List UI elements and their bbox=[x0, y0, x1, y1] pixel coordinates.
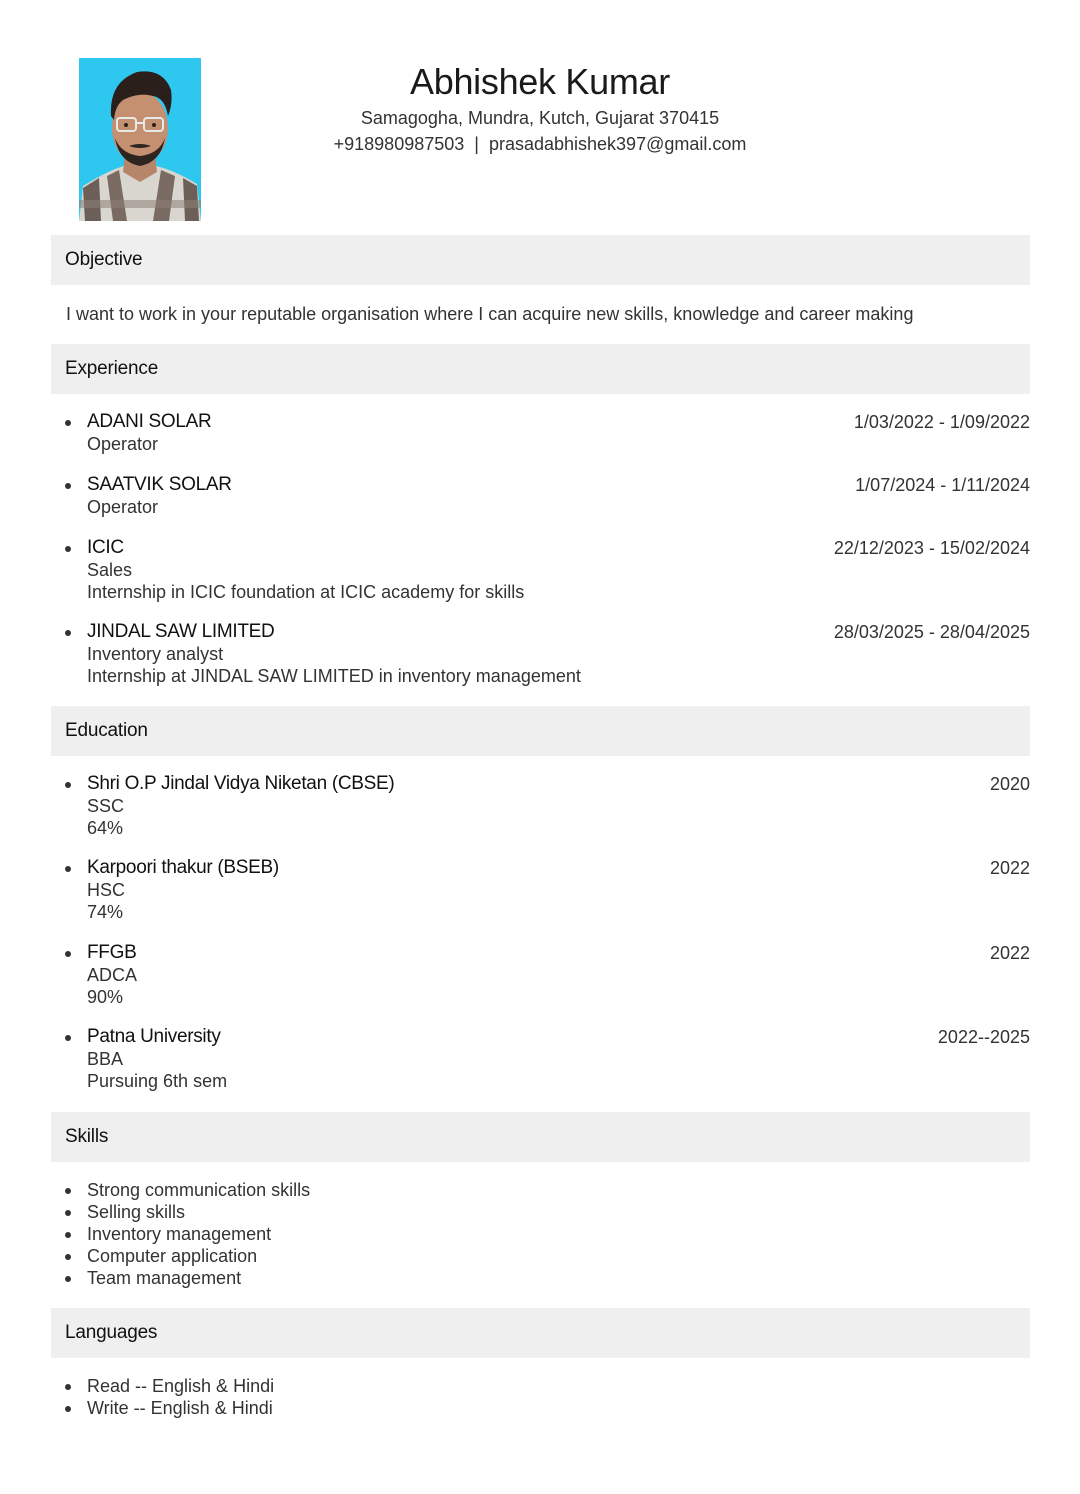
bullet-icon bbox=[65, 1210, 71, 1216]
email-address: prasadabhishek397@gmail.com bbox=[488, 134, 747, 154]
bullet-icon bbox=[65, 1384, 71, 1390]
job-role: Sales bbox=[87, 560, 133, 580]
bullet-icon bbox=[65, 866, 71, 872]
job-role: Operator bbox=[87, 434, 159, 454]
year: 2020 bbox=[989, 774, 1030, 794]
contact-line bbox=[260, 131, 820, 157]
section-languages bbox=[51, 1308, 1030, 1358]
person-portrait-icon bbox=[79, 58, 201, 221]
score: 64% bbox=[87, 818, 124, 838]
skill-label: Selling skills bbox=[87, 1202, 186, 1222]
bullet-icon bbox=[65, 1188, 71, 1194]
contact-separator: | bbox=[474, 134, 479, 154]
school-name: FFGB bbox=[87, 942, 137, 963]
bullet-icon bbox=[65, 1254, 71, 1260]
degree: HSC bbox=[87, 880, 126, 900]
education-item bbox=[51, 773, 1030, 839]
date-range: 22/12/2023 - 15/02/2024 bbox=[833, 538, 1030, 558]
school-name: Karpoori thakur (BSEB) bbox=[87, 857, 279, 878]
candidate-name: Abhishek Kumar bbox=[410, 61, 670, 102]
language-label: Write -- English & Hindi bbox=[87, 1398, 273, 1418]
bullet-icon bbox=[65, 546, 71, 552]
profile-photo bbox=[79, 58, 201, 221]
date-range: 28/03/2025 - 28/04/2025 bbox=[833, 622, 1030, 642]
education-item bbox=[51, 942, 1030, 1008]
phone-number: +918980987503 bbox=[333, 134, 465, 154]
bullet-icon bbox=[65, 951, 71, 957]
job-role: Inventory analyst bbox=[87, 644, 224, 664]
list-item bbox=[51, 1245, 1030, 1267]
date-range: 1/03/2022 - 1/09/2022 bbox=[853, 412, 1030, 432]
list-item bbox=[51, 1397, 1030, 1419]
experience-item bbox=[51, 474, 1030, 518]
score: 90% bbox=[87, 987, 124, 1007]
degree: BBA bbox=[87, 1049, 124, 1069]
skill-label: Computer application bbox=[87, 1246, 258, 1266]
address: Samagogha, Mundra, Kutch, Gujarat 370415 bbox=[360, 108, 720, 128]
resume-header bbox=[260, 60, 820, 157]
section-heading: Skills bbox=[65, 1126, 109, 1147]
bullet-icon bbox=[65, 420, 71, 426]
list-item bbox=[51, 1223, 1030, 1245]
education-item bbox=[51, 857, 1030, 923]
experience-item bbox=[51, 621, 1030, 687]
job-role: Operator bbox=[87, 497, 159, 517]
section-heading: Objective bbox=[65, 249, 143, 270]
experience-item bbox=[51, 537, 1030, 603]
bullet-icon bbox=[65, 1406, 71, 1412]
language-label: Read -- English & Hindi bbox=[87, 1376, 275, 1396]
list-item bbox=[51, 1267, 1030, 1289]
score: 74% bbox=[87, 902, 124, 922]
list-item bbox=[51, 1179, 1030, 1201]
year: 2022--2025 bbox=[937, 1027, 1030, 1047]
school-name: Shri O.P Jindal Vidya Niketan (CBSE) bbox=[87, 773, 395, 794]
degree: ADCA bbox=[87, 965, 138, 985]
company-name: SAATVIK SOLAR bbox=[87, 474, 232, 495]
company-name: JINDAL SAW LIMITED bbox=[87, 621, 275, 642]
list-item bbox=[51, 1201, 1030, 1223]
skill-label: Team management bbox=[87, 1268, 242, 1288]
year: 2022 bbox=[989, 858, 1030, 878]
skill-label: Strong communication skills bbox=[87, 1180, 311, 1200]
bullet-icon bbox=[65, 782, 71, 788]
date-range: 1/07/2024 - 1/11/2024 bbox=[855, 475, 1030, 495]
languages-list bbox=[51, 1375, 1030, 1419]
section-skills bbox=[51, 1112, 1030, 1162]
section-education bbox=[51, 706, 1030, 756]
skills-list bbox=[51, 1179, 1030, 1289]
section-heading: Languages bbox=[65, 1322, 158, 1343]
bullet-icon bbox=[65, 630, 71, 636]
bullet-icon bbox=[65, 483, 71, 489]
bullet-icon bbox=[65, 1035, 71, 1041]
section-objective bbox=[51, 235, 1030, 285]
job-detail: Internship at JINDAL SAW LIMITED in inventory management bbox=[87, 666, 581, 686]
job-detail: Internship in ICIC foundation at ICIC academy for skills bbox=[87, 582, 525, 602]
experience-item bbox=[51, 411, 1030, 455]
section-heading: Education bbox=[65, 720, 148, 741]
company-name: ADANI SOLAR bbox=[87, 411, 212, 432]
education-item bbox=[51, 1026, 1030, 1092]
year: 2022 bbox=[989, 943, 1030, 963]
skill-label: Inventory management bbox=[87, 1224, 272, 1244]
list-item bbox=[51, 1375, 1030, 1397]
company-name: ICIC bbox=[87, 537, 124, 558]
degree: SSC bbox=[87, 796, 125, 816]
objective-text: I want to work in your reputable organisation where I can acquire new skills, knowledge and career making bbox=[66, 304, 914, 324]
section-heading: Experience bbox=[65, 358, 159, 379]
school-name: Patna University bbox=[87, 1026, 221, 1047]
bullet-icon bbox=[65, 1232, 71, 1238]
section-experience bbox=[51, 344, 1030, 394]
score: Pursuing 6th sem bbox=[87, 1071, 228, 1091]
bullet-icon bbox=[65, 1276, 71, 1282]
